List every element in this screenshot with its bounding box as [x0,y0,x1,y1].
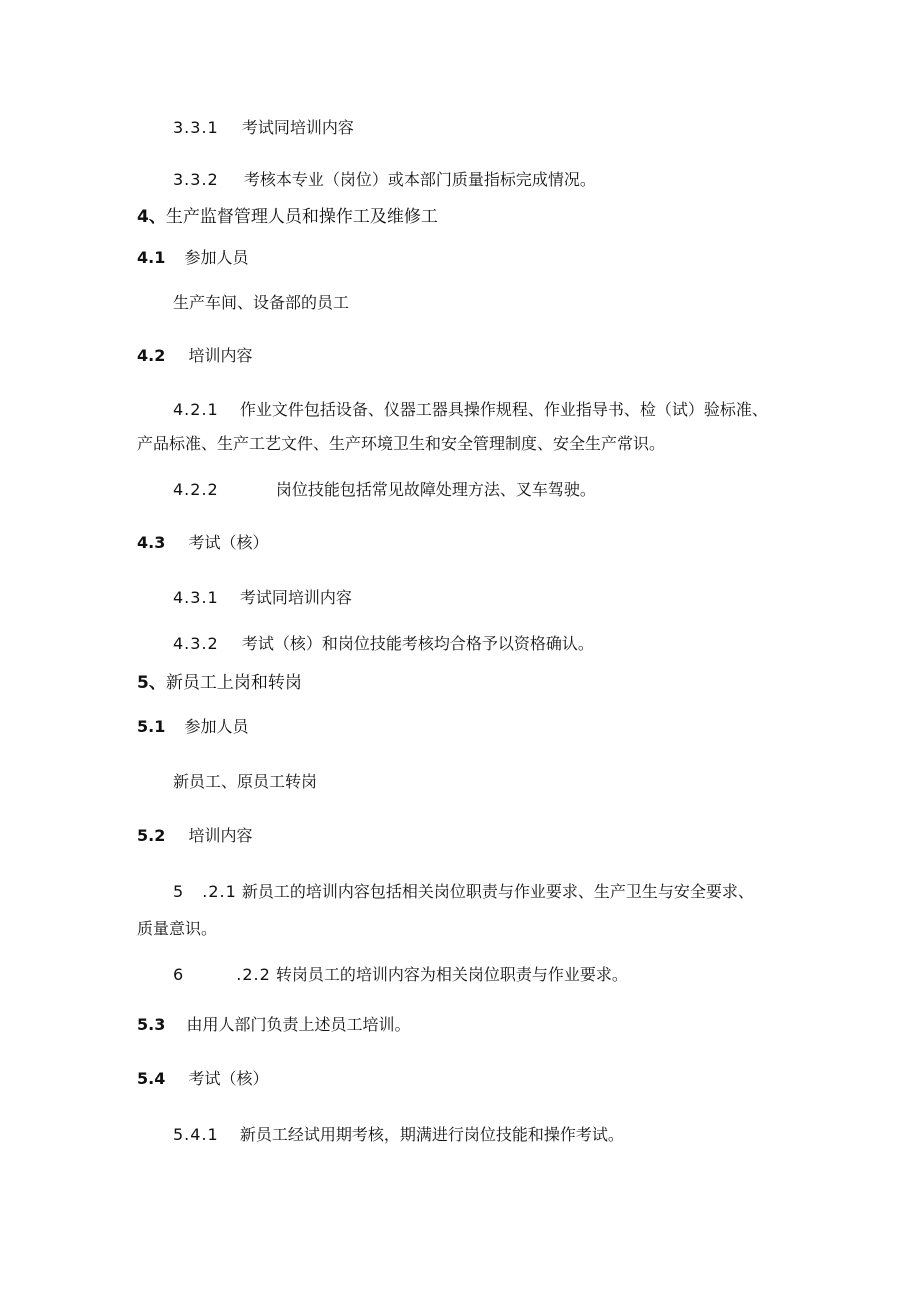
item-text: 参加人员 [184,248,249,267]
item-text: 新员工经试用期考核，期满进行岗位技能和操作考试。 [239,1125,624,1144]
item-number: 5.4.1 [173,1125,219,1144]
section-title: 新员工上岗和转岗 [165,673,302,693]
item-text: 考试同培训内容 [241,118,354,137]
item-text: 新员工的培训内容包括相关岗位职责与作业要求、生产卫生与安全要求、 [241,882,754,901]
item-number: 4.2 [137,346,166,365]
item-number: 5.3 [137,1015,166,1034]
item-4-3-2 [173,634,594,654]
item-text: 参加人员 [184,717,249,736]
item-number: 3.3.1 [173,118,219,137]
item-4-2-1-continuation: 产品标准、生产工艺文件、生产环境卫生和安全管理制度、安全生产常识。 [137,434,666,453]
item-5-2-1-continuation: 质量意识。 [137,919,218,938]
section-4-heading [137,207,438,227]
item-text: 考试同培训内容 [239,588,352,607]
item-text: 转岗员工的培训内容为相关岗位职责与作业要求。 [275,965,628,984]
item-4-1 [137,248,248,268]
section-title: 生产监督管理人员和操作工及维修工 [165,207,438,227]
item-5-2 [137,826,252,846]
item-number: 4.3 [137,533,166,552]
item-4-3 [137,533,268,553]
item-text: 考试（核）和岗位技能考核均合格予以资格确认。 [241,634,594,653]
item-4-2-1 [173,400,768,420]
item-5-4-1 [173,1125,624,1145]
item-text: 由用人部门负责上述员工培训。 [186,1015,411,1034]
item-text: 考试（核） [188,533,269,552]
item-4-2 [137,346,252,366]
item-5-2-1 [173,882,754,902]
item-number: 4.3.1 [173,588,219,607]
item-text: 作业文件包括设备、仪器工器具操作规程、作业指导书、检（试）验标准、 [239,400,768,419]
item-number: 5.4 [137,1069,166,1088]
item-text: 培训内容 [188,826,253,845]
item-number: 6 [173,965,184,984]
item-number: 5.2 [137,826,166,845]
section-number: 4、 [137,207,166,227]
item-subnumber: .2.2 [236,965,271,984]
item-number: 5 [173,882,184,901]
item-5-4 [137,1069,268,1089]
item-3-3-2 [173,170,596,190]
item-number: 4.1 [137,248,166,267]
item-number: 4.2.2 [173,480,219,499]
item-number: 4.3.2 [173,634,219,653]
item-text: 岗位技能包括常见故障处理方法、叉车驾驶。 [275,480,596,499]
item-number: 3.3.2 [173,170,219,189]
item-5-1 [137,717,248,737]
item-4-3-1 [173,588,352,608]
item-5-3 [137,1015,410,1035]
item-4-2-2 [173,480,596,500]
paragraph-4-1: 生产车间、设备部的员工 [173,293,350,312]
item-number: 4.2.1 [173,400,219,419]
item-text: 培训内容 [188,346,253,365]
item-text: 考核本专业（岗位）或本部门质量指标完成情况。 [243,170,596,189]
item-text: 考试（核） [188,1069,269,1088]
paragraph-5-1: 新员工、原员工转岗 [173,772,318,791]
item-3-3-1 [173,118,354,138]
section-number: 5、 [137,673,166,693]
item-5-2-2 [173,965,628,985]
item-number: 5.1 [137,717,166,736]
section-5-heading [137,673,302,693]
item-subnumber: .2.1 [202,882,237,901]
